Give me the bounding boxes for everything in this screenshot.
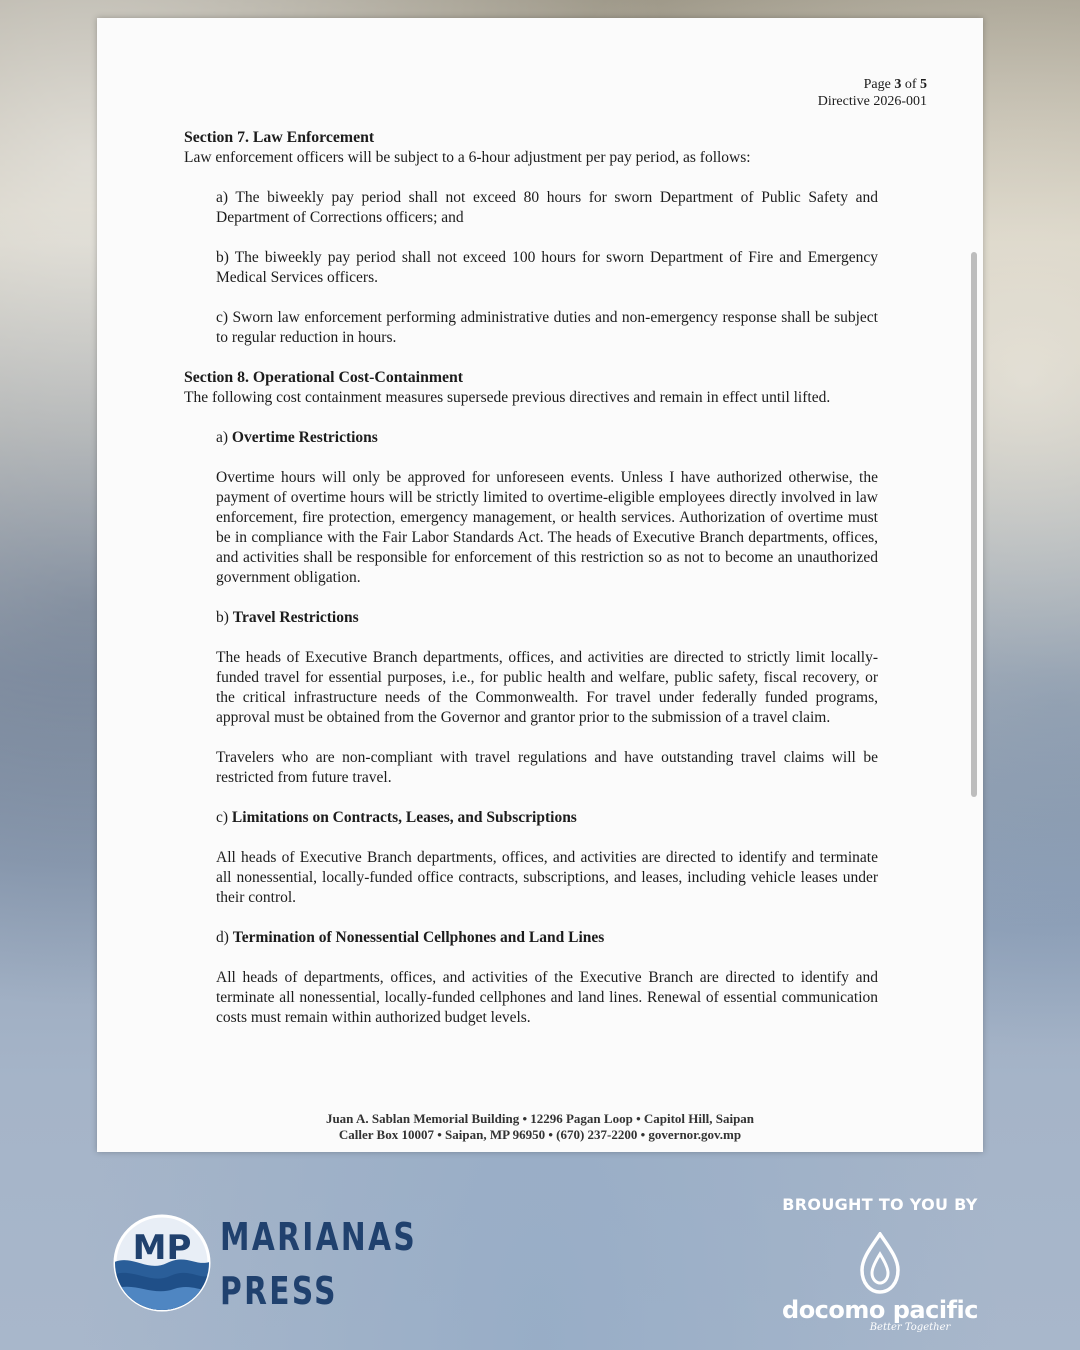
sponsor-intro: BROUGHT TO YOU BY xyxy=(782,1195,978,1214)
section-7-item-b: b) The biweekly pay period shall not exceed 100 hours for sworn Department of Fire and Emergency Medical Services officers. xyxy=(216,249,878,286)
subsection-d-heading: d) Termination of Nonessential Cellphones and Land Lines xyxy=(216,929,605,946)
emblem-letters: MP xyxy=(132,1228,192,1268)
sponsor-tagline: Better Together xyxy=(869,1322,951,1333)
directive-number: Directive 2026-001 xyxy=(817,94,927,109)
page-number: Page 3 of 5 xyxy=(863,77,927,92)
subsection-a-body: Overtime hours will only be approved for unforeseen events. Unless I have authorized otherwise, the payment of overtime hours will be strictly limited to overtime-eligible employees directly involved in law enforcement, fire protection, emergency management, or health services. Authorization of overtime must be in compliance with the Fair Labor Standards Act. The heads of Executive Branch departments, offices, and activities shall be responsible for enforcement of this restriction so as not to become an unauthorized government obligation. xyxy=(216,469,878,586)
document-footer xyxy=(97,1111,983,1143)
section-8-intro: The following cost containment measures supersede previous directives and remain in effect until lifted. xyxy=(184,389,831,406)
sponsor-block xyxy=(780,1193,980,1333)
subsection-d-body: All heads of departments, offices, and activities of the Executive Branch are directed to identify and terminate all nonessential, locally-funded cellphones and land lines. Renewal of essential communication costs must remain within authorized budget levels. xyxy=(216,969,878,1026)
marianas-press-logo xyxy=(112,1213,418,1323)
subsection-b-heading: b) Travel Restrictions xyxy=(216,609,359,626)
footer-contact: Caller Box 10007 • Saipan, MP 96950 • (670) 237-2200 • governor.gov.mp xyxy=(338,1127,742,1142)
subsection-b-body: The heads of Executive Branch departments, offices, and activities are directed to strictly limit locally-funded travel for essential purposes, i.e., for public health and welfare, public safety, fiscal recovery, or the critical infrastructure needs of the Commonwealth. For travel under federally funded programs, approval must be obtained from the Governor and grantor prior to the submission of a travel claim. xyxy=(216,649,878,726)
document-body xyxy=(184,128,878,1028)
vertical-scrollbar[interactable] xyxy=(971,252,977,797)
brand-word-marianas: MARIANAS xyxy=(220,1215,418,1259)
sponsor-name: docomo pacific xyxy=(782,1296,978,1324)
subsection-c-body: All heads of Executive Branch departments, offices, and activities are directed to identify and terminate all nonessential, locally-funded office contracts, subscriptions, and leases, including vehicle leases under their control. xyxy=(216,849,878,906)
section-8-heading: Section 8. Operational Cost-Containment xyxy=(184,369,464,386)
page-header xyxy=(818,76,927,110)
section-7-item-a: a) The biweekly pay period shall not exceed 80 hours for sworn Department of Public Safety and Department of Corrections officers; and xyxy=(216,189,878,226)
subsection-c-heading: c) Limitations on Contracts, Leases, and Subscriptions xyxy=(216,809,577,826)
section-7-item-c: c) Sworn law enforcement performing administrative duties and non-emergency response shall be subject to regular reduction in hours. xyxy=(216,309,878,346)
footer-address: Juan A. Sablan Memorial Building • 12296 Pagan Loop • Capitol Hill, Saipan xyxy=(325,1111,755,1126)
mp-wave-emblem-icon xyxy=(112,1213,212,1313)
section-7-heading: Section 7. Law Enforcement xyxy=(184,129,375,146)
drop-leaf-icon xyxy=(858,1232,902,1294)
subsection-b-body-2: Travelers who are non-compliant with travel regulations and have outstanding travel claims will be restricted from future travel. xyxy=(216,749,878,786)
section-7-intro: Law enforcement officers will be subject to a 6-hour adjustment per pay period, as follows: xyxy=(184,149,751,166)
brand-word-press: PRESS xyxy=(220,1269,338,1313)
document-page xyxy=(97,18,983,1152)
subsection-a-heading: a) Overtime Restrictions xyxy=(216,429,378,446)
